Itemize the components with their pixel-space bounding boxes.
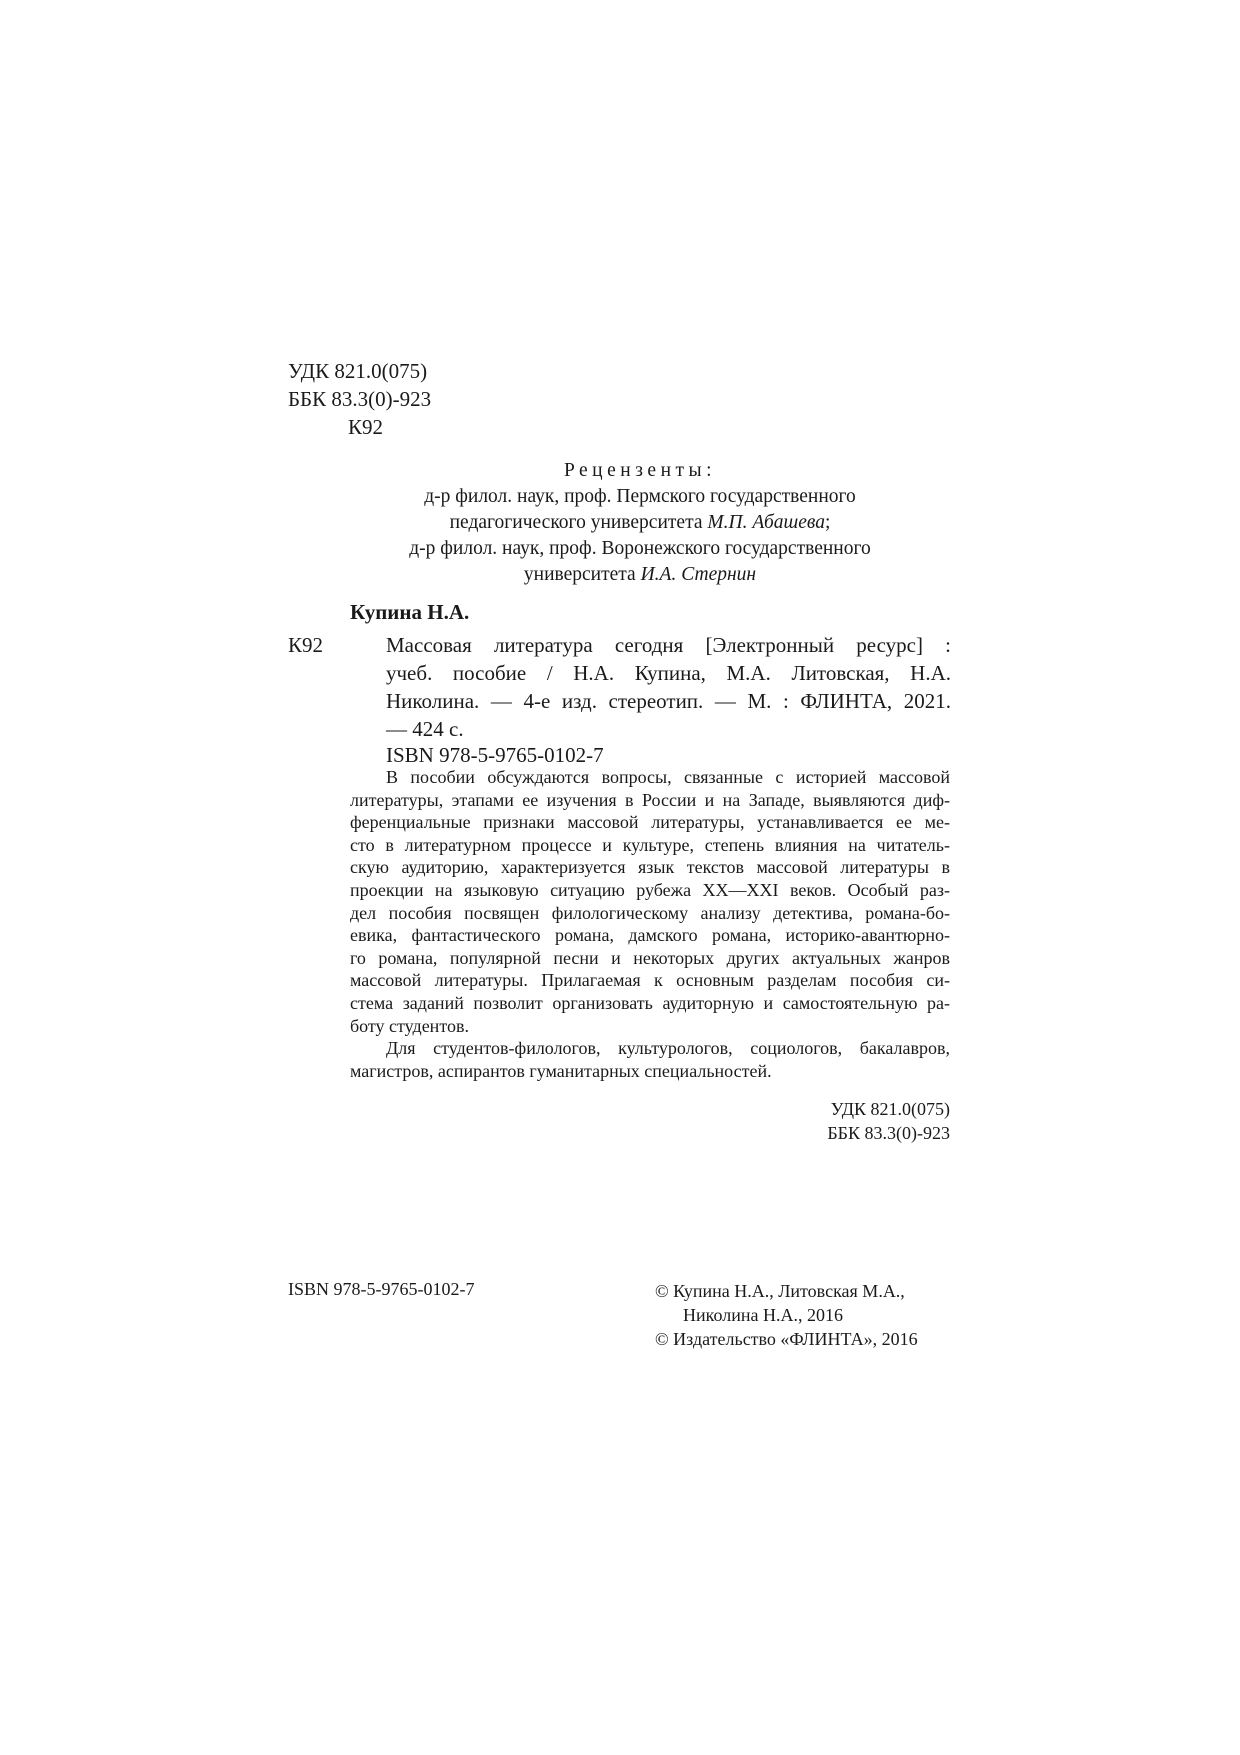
annotation-line: сто в литературном процессе и культуре, степень влияния на читатель-: [350, 834, 950, 855]
reviewer-1-line-1: д-р филол. наук, проф. Пермского государственного: [424, 486, 856, 507]
bottom-classification-codes: [720, 1097, 950, 1145]
annotation-line: стема заданий позволит организовать аудиторную и самостоятельную ра-: [350, 992, 950, 1013]
bibliographic-description: [386, 631, 951, 743]
copyright-authors-line-2: Николина Н.А., 2016: [683, 1305, 843, 1325]
annotation-line: го романа, популярной песни и некоторых других актуальных жанров: [350, 947, 950, 968]
annotation-line: массовой литературы. Прилагаемая к основным разделам пособия си-: [350, 970, 950, 991]
annotation-line: дел пособия посвящен филологическому анализу детектива, романа-бо-: [350, 902, 950, 923]
annotation-line: В пособии обсуждаются вопросы, связанные с историей массовой: [386, 767, 950, 787]
annotation-line: евика, фантастического романа, дамского романа, историко-авантюрно-: [350, 925, 950, 946]
copyright-block: [655, 1279, 918, 1351]
annotation-line: боту студентов.: [350, 1015, 469, 1036]
copyright-authors-line-1: © Купина Н.А., Литовская М.А.,: [655, 1281, 905, 1301]
audience-line: магистров, аспирантов гуманитарных специальностей.: [350, 1060, 772, 1081]
biblio-line-1: Массовая литература сегодня [Электронный ресурс] :: [386, 633, 951, 657]
annotation-line: проекции на языковую ситуацию рубежа XX—XXI веков. Особый раз-: [350, 879, 950, 900]
reviewer-1-line-2: педагогического университета М.П. Абашева;: [449, 512, 831, 533]
author-mark: К92: [348, 415, 384, 439]
biblio-line-2: учеб. пособие / Н.А. Купина, М.А. Литовская, Н.А.: [386, 661, 951, 685]
annotation: [350, 766, 950, 1082]
bottom-bbk-code: ББК 83.3(0)-923: [827, 1123, 950, 1143]
book-author: Купина Н.А.: [350, 600, 470, 624]
biblio-line-3: Николина. — 4-е изд. стереотип. — М. : ФЛИНТА, 2021.: [386, 689, 951, 713]
annotation-line: литературы, этапами ее изучения в России и на Западе, выявляются диф-: [350, 789, 950, 810]
reviewers-heading: Рецензенты:: [563, 460, 717, 481]
audience-line: Для студентов-филологов, культурологов, социологов, бакалавров,: [386, 1038, 950, 1059]
isbn: ISBN 978-5-9765-0102-7: [386, 743, 604, 767]
author-mark-left: К92: [288, 633, 324, 657]
biblio-line-4: — 424 с.: [386, 717, 464, 741]
reviewers-block: [330, 458, 950, 588]
annotation-line: скую аудиторию, характеризуется язык текстов массовой литературы в: [350, 857, 950, 878]
annotation-line: ференциальные признаки массовой литературы, устанавливается ее ме-: [350, 812, 950, 833]
reviewer-2-line-2: университета И.А. Стернин: [523, 564, 757, 585]
footer-isbn: ISBN 978-5-9765-0102-7: [288, 1279, 475, 1299]
bbk-code: ББК 83.3(0)-923: [288, 387, 432, 411]
reviewer-2-name: И.А. Стернин: [640, 564, 757, 585]
reviewer-2-line-1: д-р филол. наук, проф. Воронежского государственного: [409, 538, 871, 559]
reviewer-1-name: М.П. Абашева: [707, 512, 825, 533]
bottom-udk-code: УДК 821.0(075): [830, 1099, 950, 1119]
udk-code: УДК 821.0(075): [288, 359, 428, 383]
classification-codes: [288, 357, 431, 441]
copyright-publisher: © Издательство «ФЛИНТА», 2016: [655, 1329, 918, 1349]
